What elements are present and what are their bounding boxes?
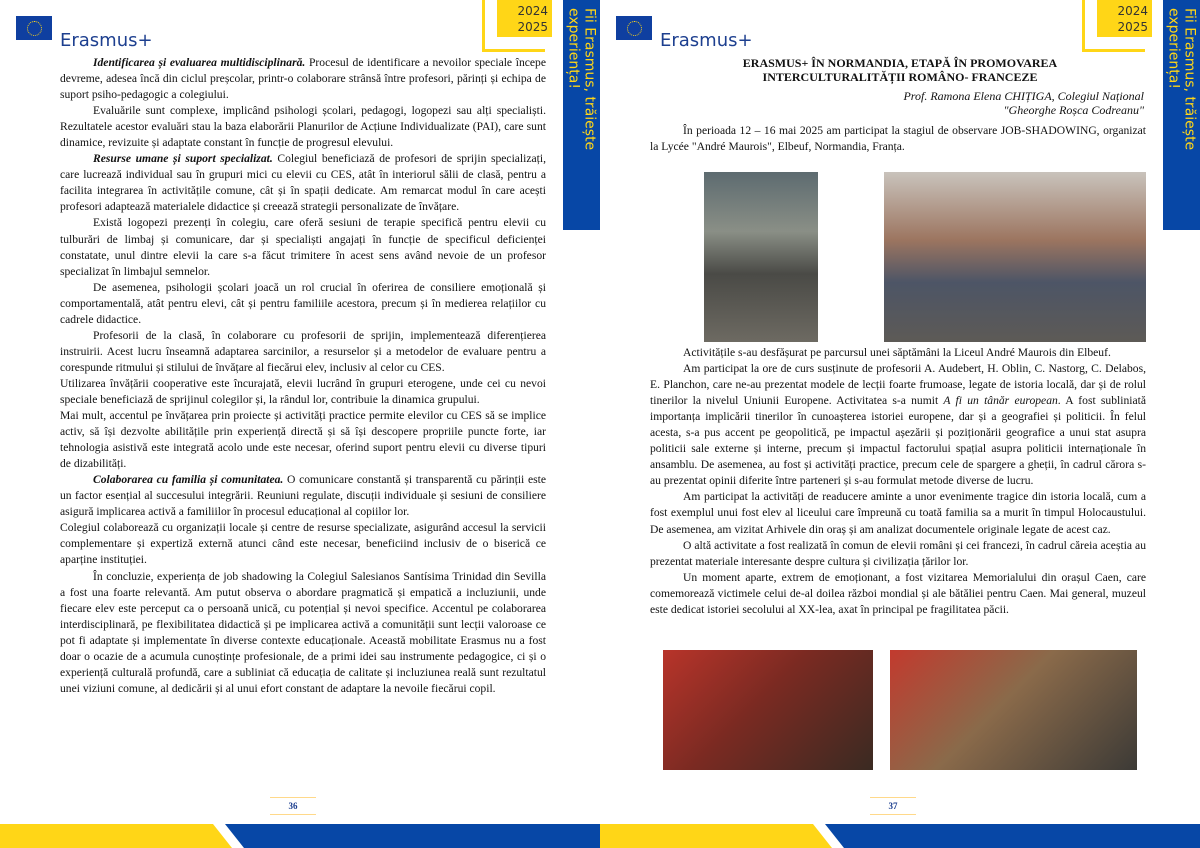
footer-yellow bbox=[600, 824, 832, 848]
paragraph bbox=[60, 472, 546, 520]
page-number: 36 bbox=[270, 797, 316, 815]
paragraph bbox=[60, 520, 546, 568]
photo-group-seated bbox=[704, 172, 818, 342]
paragraph-text: Profesorii de la clasă, în colaborare cu profesorii de sprijin, implementează diferențierea instruirii. Acest lucru înseamnă adaptarea sarcinilor, a resurselor și a metodelor de evaluare pentru a corespunde ritmului și stilului de învățare al fiecărui elev, inclusiv al celor cu CES. bbox=[60, 328, 546, 374]
paragraph bbox=[60, 280, 546, 328]
article-title: ERASMUS+ ÎN NORMANDIA, ETAPĂ ÎN PROMOVAREA INTERCULTURALITĂȚII ROMÂNO- FRANCEZE bbox=[742, 56, 1058, 84]
page-37 bbox=[600, 0, 1200, 848]
paragraph-heading: Colaborarea cu familia și comunitatea. bbox=[93, 473, 284, 487]
paragraph bbox=[60, 151, 546, 215]
paragraph-text: Evaluările sunt complexe, implicând psihologi școlari, pedagogi, logopezi sau alți specialiști. Rezultatele acestor evaluări stau la baza elaborării Planurilor de Acțiune Individualizate (PAI), care sunt dinamice, revizuite și adaptate constant în funcție de progresul elevului. bbox=[60, 104, 546, 150]
photo-group-street bbox=[884, 172, 1146, 342]
year-badge: 2024 2025 bbox=[1097, 0, 1152, 37]
photo-museum-exhibit bbox=[663, 650, 873, 770]
paragraph-heading: Resurse umane și suport specializat. bbox=[93, 152, 273, 166]
article-author: Prof. Ramona Elena CHIȚIGA, Colegiul Național "Gheorghe Roșca Codreanu" bbox=[903, 89, 1144, 117]
paragraph bbox=[60, 328, 546, 376]
paragraph-text: Utilizarea învățării cooperative este încurajată, elevii lucrând în grupuri eterogene, unde cei cu nevoi speciale beneficiază de sprijinul colegilor și, la rândul lor, contribuie la dinamica grupului. bbox=[60, 376, 546, 406]
eu-flag-icon bbox=[16, 16, 52, 40]
article-body: Activitățile s-au desfășurat pe parcursul unei săptămâni la Liceul André Maurois din Elbeuf. Am participat la ore de curs susținute de profesorii A. Audebert, H. Oblin, C. Nastorg, C. Delabos, E. Planchon, care ne-au prezentat modele de lecții foarte frumoase, legate de istoria locală, dar și de rolul tinerilor la nivelul Uniunii Europene. Activitatea s-a numit A fi un tânăr european. A fost subliniată importanța implicării tinerilor în cunoașterea istoriei europene, dar și a geografiei și politicii. În felul acesta, s-a pus accent pe geopolitică, pe impactul așezării și poziționării geografice a unui stat asupra politicii sale externe și interne, precum și impactul factorului spațial asupra politicii internaționale în ansamblu. De asemenea, au fost și activități practice, precum cele de spargere a gheții, în cadrul cărora s-au prezentat opinii diferite între parteneri și s-au formulat metode diverse de lucru. Am participat la activități de readucere aminte a unor evenimente tragice din istoria locală, cum a fost exemplul unui fost elev al liceului care împreună cu toată familia sa a murit în timpul Holocaustului. De asemenea, am vizitat Arhivele din oraș și am analizat documentele originale legate de acest caz. O altă activitate a fost realizată în comun de elevii români și cei francezi, în cadrul căreia aceștia au prezentat materiale interesante despre cultura și civilizația țărilor lor. Un moment aparte, extrem de emoționant, a fost vizitarea Memorialului din orașul Caen, care comemorează victimele celui de-al doilea război mondial și ale bătăliei pentru Caen. Mai general, muzeul este dedicat istoriei secolului al XX-lea, axat în principal pe fragilitatea păcii. bbox=[650, 346, 1146, 616]
erasmus-logo: Erasmus+ bbox=[616, 16, 753, 40]
slogan-banner: Fii Erasmus, trăiește experiența! bbox=[1163, 0, 1200, 230]
paragraph-text: Există logopezi prezenți în colegiu, care oferă sesiuni de terapie specifică pentru elevii cu tulburări de limbaj și comunicare, dar și specialiști angajați în funcție de specificul deficienței constatate, unul dintre elevii la care s-a făcut trimitere în acest sens având nevoie de un profesor specializat în limbajul semnelor. bbox=[60, 216, 546, 278]
paragraph bbox=[60, 569, 546, 697]
paragraph-text: O comunicare constantă și transparentă cu părinții este un factor esențial al succesului integrării. Reuniuni regulate, discuții individuale și sesiuni de consiliere asigură implicarea activă a familiilor în procesul educațional al copiilor lor. bbox=[60, 473, 546, 519]
slogan-banner: Fii Erasmus, trăiește experiența! bbox=[563, 0, 600, 230]
year-badge: 2024 2025 bbox=[497, 0, 552, 37]
article-body bbox=[60, 55, 546, 697]
paragraph bbox=[60, 55, 546, 103]
erasmus-logo: Erasmus+ bbox=[16, 16, 153, 40]
paragraph-heading: Identificarea și evaluarea multidisciplinară. bbox=[93, 56, 306, 69]
paragraph-text: Procesul de identificare a nevoilor speciale începe devreme, adesea încă din ciclul preșcolar, printr-o colaborare strânsă între profesori, părinți și echipa de suport psiho-pedagogic a colegiului. bbox=[60, 56, 547, 102]
footer-blue bbox=[825, 824, 1200, 848]
paragraph bbox=[60, 103, 546, 151]
paragraph-text: Colegiul colaborează cu organizații locale și centre de resurse specializate, asigurând accesul la servicii complementare și expertiză externă atunci când este necesar, beneficiind inclusiv de o biserică ce aparține instituției. bbox=[60, 521, 546, 567]
paragraph bbox=[60, 215, 546, 279]
page-number: 37 bbox=[870, 797, 916, 815]
paragraph bbox=[60, 408, 546, 472]
paragraph-text: Mai mult, accentul pe învățarea prin proiecte și activități practice permite elevilor cu CES să se implice activ, să își dezvolte abilitățile prin experiență directă și să își descopere propriile puncte forte, iar tehnologia asistivă este integrată acolo unde este necesar, oferind suport pentru elevii cu diverse tipuri de dizabilități. bbox=[60, 409, 546, 471]
footer-yellow bbox=[0, 824, 232, 848]
footer-blue bbox=[225, 824, 600, 848]
paragraph bbox=[60, 376, 546, 408]
eu-flag-icon bbox=[616, 16, 652, 40]
paragraph-text: De asemenea, psihologii școlari joacă un rol crucial în oferirea de consiliere emoțională și comportamentală, atât pentru elevi, cât și pentru familiile acestora, precum și în medierea relațiilor cu cadrele didactice. bbox=[60, 280, 546, 326]
photo-museum-uniforms bbox=[890, 650, 1137, 770]
intro-paragraph: În perioada 12 – 16 mai 2025 am participat la stagiul de observare JOB-SHADOWING, organizat la Lycée "André Maurois", Elbeuf, Normandia, Franța. bbox=[650, 124, 1146, 154]
paragraph-text: Colegiul beneficiază de profesori de sprijin specializați, care lucrează individual sau în grupuri mici cu elevii cu CES, atât în interiorul sălii de clasă, pentru a facilita integrarea în activitățile comune, cât și în spații dedicate. Am remarcat modul în care acești profesori adaptează materialele didactice și creează strategii personalizate de învățare. bbox=[60, 152, 547, 214]
paragraph-text: În concluzie, experiența de job shadowing la Colegiul Salesianos Santísima Trinidad din Sevilla a fost una foarte relevantă. Am putut observa o abordare pragmatică și empatică a incluziunii, unde fiecare elev este perceput ca o persoană unică, cu potențial și nevoi specifice. Accentul pe colaborarea interdisciplinară, pe flexibilitatea didactică și pe implicarea activă a comunității sunt lecții valoroase ce pot fi adaptate și implementate în diverse contexte educaționale. Această mobilitate Erasmus nu a fost doar o ocazie de a acumula cunoștințe profesionale, de a primi idei sau instrumente pedagogice, ci și o experiență culturală profundă, care a subliniat că educația de calitate și incluziunea reală sunt rezultatul unei viziuni comune, al dedicării și al unui efort constant de adaptare la nevoile fiecărui copil. bbox=[60, 569, 546, 695]
